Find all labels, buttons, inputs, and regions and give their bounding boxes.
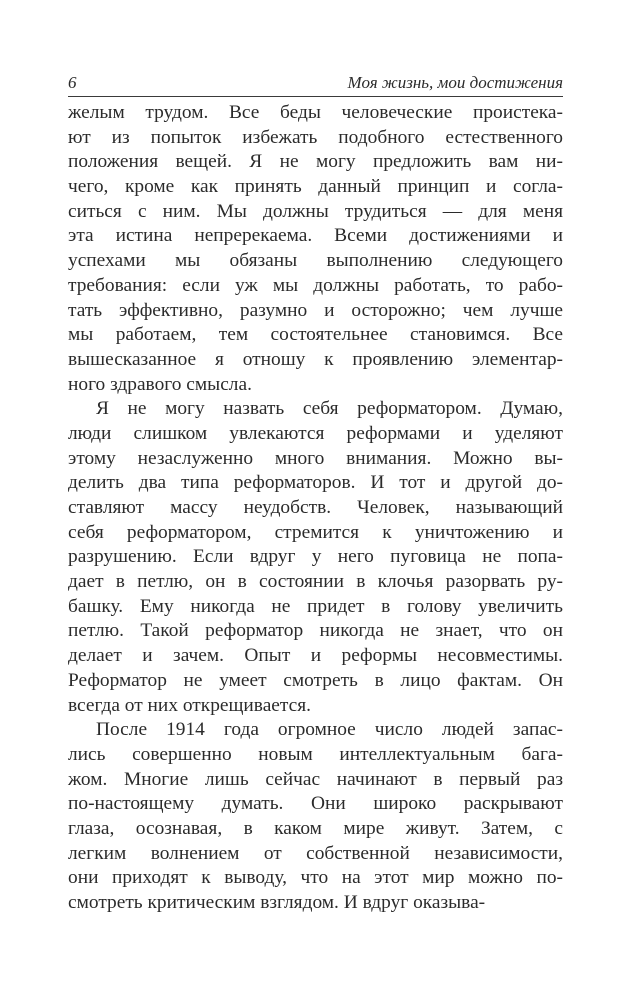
text-line: ставляют массу неудобств. Человек, называющий <box>68 497 563 518</box>
text-line: по-настоящему думать. Они широко раскрывают <box>68 793 563 815</box>
text-line: делает и зачем. Опыт и реформы несовместимы. <box>68 645 563 667</box>
text-line: желым трудом. Все беды человеческие проистека- <box>68 102 563 123</box>
text-line: люди слишком увлекаются реформами и уделяют <box>68 422 563 444</box>
running-title: Моя жизнь, мои достижения <box>347 73 563 92</box>
book-page <box>68 72 563 916</box>
body-text <box>68 101 563 916</box>
text-line: ситься с ним. Мы должны трудиться — для меня <box>68 200 563 222</box>
text-line: вышесказанное я отношу к проявлению элементар- <box>68 348 563 370</box>
text-line: чего, кроме как принять данный принцип и согла- <box>68 176 563 198</box>
text-line: они приходят к выводу, что на этот мир можно по- <box>68 867 563 889</box>
paragraph <box>68 101 563 397</box>
text-line: эта истина непререкаема. Всеми достижениями и <box>68 225 563 247</box>
text-line: глаза, осознавая, в каком мире живут. Затем, с <box>68 817 563 839</box>
text-line: себя реформатором, стремится к уничтожению и <box>68 521 563 543</box>
text-line: мы работаем, тем состоятельнее становимся. Все <box>68 324 563 346</box>
running-header <box>68 72 563 97</box>
text-line: положения вещей. Я не могу предложить вам ни- <box>68 151 563 173</box>
text-line: лись совершенно новым интеллектуальным бага- <box>68 743 563 765</box>
text-line: требования: если уж мы должны работать, то рабо- <box>68 274 563 296</box>
text-line: ного здравого смысла. <box>68 373 252 395</box>
text-line: всегда от них открещивается. <box>68 694 311 716</box>
text-line: разрушению. Если вдруг у него пуговица не попа- <box>68 546 563 568</box>
text-line: Реформатор не умеет смотреть в лицо фактам. Он <box>68 669 563 691</box>
text-line: успехами мы обязаны выполнению следующего <box>68 250 563 272</box>
text-line: После 1914 года огромное число людей запас- <box>96 719 563 741</box>
text-line: делить два типа реформаторов. И тот и другой до- <box>68 472 563 494</box>
text-line: смотреть критическим взглядом. И вдруг оказыва- <box>68 892 486 913</box>
text-line: этому незаслуженно много внимания. Можно вы- <box>68 447 563 469</box>
text-line: ют из попыток избежать подобного естественного <box>68 126 563 148</box>
paragraph <box>68 397 563 718</box>
text-line: башку. Ему никогда не придет в голову увеличить <box>68 595 563 617</box>
text-line: легким волнением от собственной независимости, <box>68 842 563 864</box>
paragraph <box>68 718 563 916</box>
text-line: жом. Многие лишь сейчас начинают в первый раз <box>68 768 563 790</box>
text-line: петлю. Такой реформатор никогда не знает, что он <box>68 620 563 642</box>
page-number: 6 <box>68 73 77 92</box>
text-line: дает в петлю, он в состоянии в клочья разорвать ру- <box>68 571 563 593</box>
text-line: Я не могу назвать себя реформатором. Думаю, <box>96 398 563 420</box>
text-line: тать эффективно, разумно и осторожно; чем лучше <box>68 299 563 321</box>
